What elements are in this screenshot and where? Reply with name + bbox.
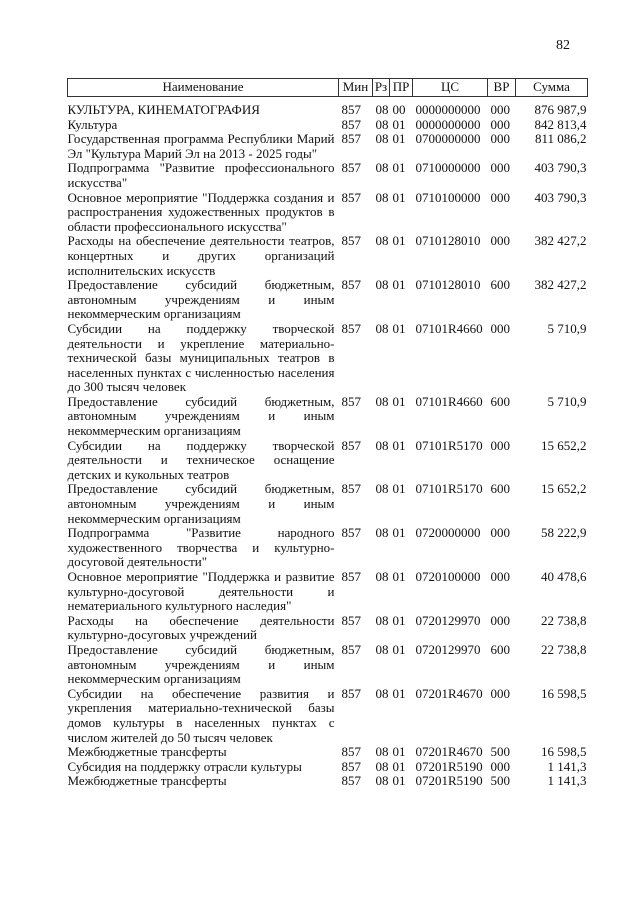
row-section: 08 — [375, 525, 389, 541]
row-name: Предоставление субсидий бюджетным, автономным учреждениям и иным некоммерческим организациям — [67, 277, 335, 322]
row-amount: 382 427,2 — [534, 233, 587, 249]
row-subsection: 01 — [392, 116, 406, 132]
row-name: Предоставление субсидий бюджетным, автономным учреждениям и иным некоммерческим организациям — [67, 641, 335, 687]
row-ministry: 857 — [341, 233, 361, 249]
row-section: 08 — [375, 437, 389, 453]
row-amount: 22 738,8 — [541, 612, 587, 628]
row-ministry: 857 — [341, 437, 361, 453]
row-name: Основное мероприятие "Поддержка и развитие культурно-досуговой деятельности и нематериального культурного наследия" — [67, 569, 335, 614]
row-name: Культура — [67, 116, 118, 132]
row-ministry: 857 — [341, 685, 361, 701]
row-ministry: 857 — [341, 116, 361, 132]
table-row — [68, 774, 588, 789]
table-row — [68, 687, 588, 745]
row-expense-type: 000 — [490, 116, 510, 132]
row-amount: 16 598,5 — [541, 744, 587, 760]
row-section: 08 — [375, 116, 389, 132]
row-name: КУЛЬТУРА, КИНЕМАТОГРАФИЯ — [67, 102, 260, 117]
row-amount: 842 813,4 — [534, 116, 587, 132]
row-section: 08 — [375, 131, 389, 147]
table-row — [68, 570, 588, 614]
table-row — [68, 322, 588, 395]
row-section: 08 — [375, 481, 389, 497]
row-expense-type: 000 — [490, 160, 510, 176]
row-amount: 15 652,2 — [541, 481, 587, 497]
row-section: 08 — [375, 758, 389, 774]
table-row — [68, 278, 588, 322]
row-ministry: 857 — [341, 612, 361, 628]
row-name: Субсидии на обеспечение развития и укрепления материально-технической базы домов культуры в населенных пунктах с числом жителей до 50 тысяч человек — [67, 685, 335, 745]
row-amount: 15 652,2 — [541, 437, 587, 453]
row-subsection: 01 — [392, 233, 406, 249]
row-amount: 5 710,9 — [547, 320, 587, 336]
row-name: Государственная программа Республики Марий Эл "Культура Марий Эл на 2013 - 2025 годы" — [67, 131, 335, 161]
row-name: Субсидии на поддержку творческой деятельности и техническое оснащение детских и кукольных театров — [67, 437, 335, 482]
row-section: 08 — [375, 569, 389, 584]
row-target-article: 0710128010 — [415, 277, 481, 293]
row-section: 08 — [375, 102, 389, 117]
row-subsection: 01 — [392, 641, 406, 657]
row-section: 08 — [375, 744, 389, 760]
row-expense-type: 500 — [490, 744, 510, 760]
row-subsection: 01 — [392, 758, 406, 774]
row-amount: 40 478,6 — [541, 569, 587, 584]
header-row — [68, 79, 588, 97]
row-ministry: 857 — [341, 569, 361, 584]
table-row — [68, 439, 588, 483]
row-name: Предоставление субсидий бюджетным, автономным учреждениям и иным некоммерческим организациям — [67, 481, 335, 526]
row-name: Основное мероприятие "Поддержка создания и распространения художественных продуктов в области профессионального искусства" — [67, 189, 335, 234]
row-target-article: 07201R5190 — [415, 773, 483, 789]
table-body — [68, 97, 588, 789]
row-ministry: 857 — [341, 131, 361, 147]
header-amount: Сумма — [516, 79, 588, 97]
row-target-article: 07201R5190 — [415, 758, 483, 774]
row-amount: 811 086,2 — [534, 131, 587, 147]
row-subsection: 01 — [392, 437, 406, 453]
row-ministry: 857 — [341, 102, 361, 117]
table-row — [68, 191, 588, 235]
row-target-article: 0720129970 — [415, 641, 481, 657]
row-target-article: 0700000000 — [415, 131, 481, 147]
row-amount: 876 987,9 — [534, 102, 587, 117]
table-row — [68, 745, 588, 760]
row-ministry: 857 — [341, 277, 361, 293]
row-expense-type: 000 — [490, 758, 510, 774]
row-subsection: 01 — [392, 131, 406, 147]
row-amount: 1 141,3 — [547, 773, 587, 789]
table-row — [68, 395, 588, 439]
table-row — [68, 614, 588, 643]
header-expense-type: ВР — [488, 79, 516, 97]
row-subsection: 01 — [392, 569, 406, 584]
table-row — [68, 526, 588, 570]
row-subsection: 01 — [392, 744, 406, 760]
row-subsection: 01 — [392, 612, 406, 628]
table-row — [68, 234, 588, 278]
table-row — [68, 97, 588, 118]
row-name: Подпрограмма "Развитие профессионального искусства" — [67, 160, 335, 190]
row-amount: 16 598,5 — [541, 685, 587, 701]
row-section: 08 — [375, 233, 389, 249]
row-name: Межбюджетные трансферты — [67, 744, 227, 760]
table-row — [68, 760, 588, 775]
row-expense-type: 000 — [490, 569, 510, 584]
header-ministry: Мин — [339, 79, 373, 97]
row-section: 08 — [375, 773, 389, 789]
table-row — [68, 161, 588, 190]
row-name: Субсидия на поддержку отрасли культуры — [67, 758, 302, 774]
page-number: 82 — [556, 38, 570, 53]
row-name: Подпрограмма "Развитие народного художественного творчества и культурно-досуговой деятельности" — [67, 525, 335, 570]
row-name: Межбюджетные трансферты — [67, 773, 227, 789]
row-name: Расходы на обеспечение деятельности театров, концертных и других организаций исполнительских искусств — [67, 233, 335, 278]
row-ministry: 857 — [341, 641, 361, 657]
row-expense-type: 000 — [490, 320, 510, 336]
row-amount: 382 427,2 — [534, 277, 587, 293]
header-section: Рз — [373, 79, 390, 97]
row-target-article: 07101R5170 — [415, 481, 483, 497]
row-expense-type: 000 — [490, 437, 510, 453]
row-section: 08 — [375, 189, 389, 205]
row-section: 08 — [375, 685, 389, 701]
row-section: 08 — [375, 160, 389, 176]
row-expense-type: 600 — [490, 641, 510, 657]
row-ministry: 857 — [341, 758, 361, 774]
row-target-article: 0720000000 — [415, 525, 481, 541]
row-subsection: 01 — [392, 481, 406, 497]
row-subsection: 01 — [392, 189, 406, 205]
row-subsection: 01 — [392, 320, 406, 336]
row-section: 08 — [375, 393, 389, 409]
table-row — [68, 132, 588, 161]
row-section: 08 — [375, 277, 389, 293]
table-row — [68, 118, 588, 133]
row-target-article: 0720100000 — [415, 569, 481, 584]
row-name: Предоставление субсидий бюджетным, автономным учреждениям и иным некоммерческим организациям — [67, 393, 335, 439]
row-expense-type: 000 — [490, 189, 510, 205]
row-amount: 58 222,9 — [541, 525, 587, 541]
row-target-article: 07201R4670 — [415, 685, 483, 701]
row-expense-type: 600 — [490, 393, 510, 409]
budget-table — [67, 78, 588, 789]
header-target-article: ЦС — [413, 79, 488, 97]
row-subsection: 01 — [392, 525, 406, 541]
row-name: Субсидии на поддержку творческой деятельности и укрепление материально-технической базы муниципальных театров в населенных пунктах с численностью населения до 300 тысяч человек — [67, 320, 335, 395]
row-name: Расходы на обеспечение деятельности культурно-досуговых учреждений — [67, 612, 335, 643]
row-expense-type: 000 — [490, 685, 510, 701]
table-row — [68, 482, 588, 526]
row-target-article: 07101R5170 — [415, 437, 483, 453]
header-subsection: ПР — [390, 79, 413, 97]
row-target-article: 07201R4670 — [415, 744, 483, 760]
row-ministry: 857 — [341, 525, 361, 541]
row-amount: 1 141,3 — [547, 758, 587, 774]
row-target-article: 0710000000 — [415, 160, 481, 176]
row-target-article: 07101R4660 — [415, 393, 483, 409]
row-ministry: 857 — [341, 481, 361, 497]
header-name: Наименование — [68, 79, 339, 97]
row-expense-type: 000 — [490, 233, 510, 249]
row-amount: 5 710,9 — [547, 393, 587, 409]
row-expense-type: 500 — [490, 773, 510, 789]
table-row — [68, 643, 588, 687]
row-target-article: 0000000000 — [415, 116, 481, 132]
row-target-article: 0710100000 — [415, 189, 481, 205]
row-amount: 403 790,3 — [534, 160, 587, 176]
row-expense-type: 600 — [490, 277, 510, 293]
row-section: 08 — [375, 641, 389, 657]
row-amount: 403 790,3 — [534, 189, 587, 205]
row-ministry: 857 — [341, 393, 361, 409]
row-ministry: 857 — [341, 189, 361, 205]
row-expense-type: 000 — [490, 131, 510, 147]
row-subsection: 01 — [392, 277, 406, 293]
table-header — [68, 79, 588, 97]
row-ministry: 857 — [341, 773, 361, 789]
row-target-article: 0710128010 — [415, 233, 481, 249]
row-ministry: 857 — [341, 744, 361, 760]
row-target-article: 0720129970 — [415, 612, 481, 628]
row-target-article: 0000000000 — [415, 102, 481, 117]
row-ministry: 857 — [341, 160, 361, 176]
row-expense-type: 000 — [490, 525, 510, 541]
row-section: 08 — [375, 612, 389, 628]
row-expense-type: 600 — [490, 481, 510, 497]
row-section: 08 — [375, 320, 389, 336]
row-subsection: 01 — [392, 160, 406, 176]
row-subsection: 01 — [392, 773, 406, 789]
row-target-article: 07101R4660 — [415, 320, 483, 336]
row-ministry: 857 — [341, 320, 361, 336]
row-amount: 22 738,8 — [541, 641, 587, 657]
row-subsection: 00 — [392, 102, 406, 117]
row-expense-type: 000 — [490, 612, 510, 628]
row-subsection: 01 — [392, 685, 406, 701]
row-subsection: 01 — [392, 393, 406, 409]
row-expense-type: 000 — [490, 102, 510, 117]
